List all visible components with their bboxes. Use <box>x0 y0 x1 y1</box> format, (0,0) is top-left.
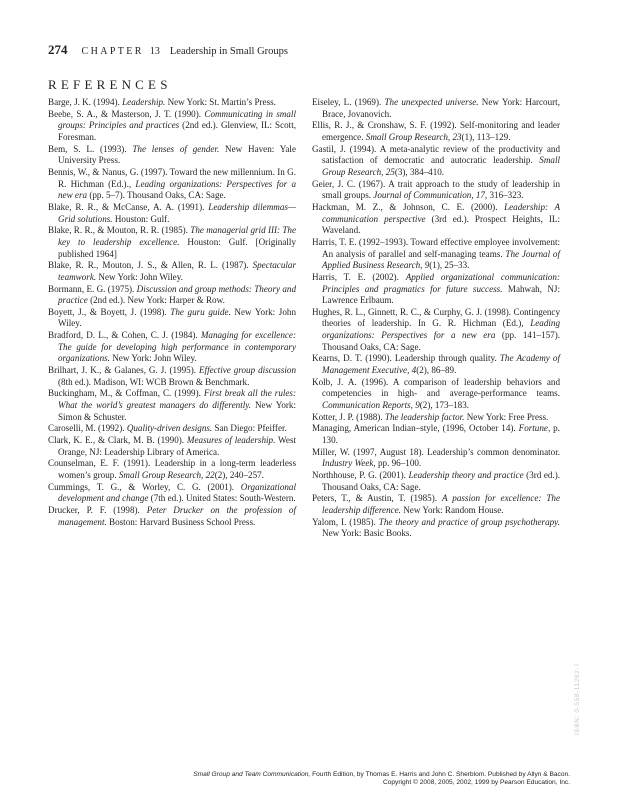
reference-entry <box>312 493 560 516</box>
reference-text: (1), 25–33. <box>429 260 470 271</box>
references-heading: REFERENCES <box>48 77 172 92</box>
reference-entry <box>48 435 296 458</box>
reference-title: The managerial grid III: The key to leadership excellence. <box>58 225 297 247</box>
reference-text: (7th ed.). United States: South-Western. <box>148 493 296 504</box>
footer-book-title: Small Group and Team Communication, <box>193 771 311 778</box>
reference-text: New York: Free Press. <box>464 411 549 422</box>
reference-entry <box>312 470 560 493</box>
reference-entry <box>48 307 296 330</box>
reference-text: Blake, R. R., & Mouton, R. R. (1985). <box>48 225 191 236</box>
reference-text: New York: Simon & Schuster. <box>58 400 297 422</box>
reference-title: Leading organizations: Perspectives for a new era <box>322 318 560 341</box>
reference-text: New York: John Wiley. <box>96 271 183 282</box>
reference-text: New York: John Wiley. <box>58 306 296 329</box>
reference-text: Gastil, J. (1994). A meta-analytic review of the productivity and satisfaction of democratic and autocratic leadership. <box>312 143 560 166</box>
reference-title: Peter Drucker on the profession of management. <box>58 504 296 527</box>
reference-title: First break all the rules: What the world’s greatest managers do differently. <box>58 388 296 411</box>
reference-text: Bem, S. L. (1993). <box>48 143 133 154</box>
reference-text: Ellis, R. J., & Cronshaw, S. F. (1992). Self-monitoring and leader emergence. <box>312 120 560 142</box>
reference-entry <box>48 423 296 435</box>
reference-entry <box>312 353 560 376</box>
reference-text: Geier, J. C. (1967). A trait approach to the study of leadership in small groups. <box>312 178 560 201</box>
reference-title: Organizational development and change <box>58 481 296 504</box>
reference-entry <box>48 505 296 528</box>
copyright-footer <box>193 771 570 788</box>
reference-text: Drucker, P. F. (1998). <box>48 504 147 515</box>
references-column-right <box>312 97 560 540</box>
reference-title: The leadership factor. <box>384 411 465 422</box>
reference-title: Small Group Research, 25 <box>322 155 560 177</box>
reference-text: Yalom, I. (1985). <box>312 516 379 527</box>
reference-entry <box>48 458 296 481</box>
reference-text: Bradford, D. L., & Cohen, C. J. (1984). <box>48 330 201 341</box>
reference-text: Brilhart, J. K., & Galanes, G. J. (1995). <box>48 365 199 376</box>
reference-text: Clark, K. E., & Clark, M. B. (1990). <box>48 435 187 446</box>
reference-text: New Haven: Yale University Press. <box>58 143 296 166</box>
chapter-label: CHAPTER <box>81 46 144 57</box>
reference-text: (8th ed.). Madison, WI: WCB Brown & Benchmark. <box>58 376 250 387</box>
reference-text: Kotter, J. P. (1988). <box>312 411 385 422</box>
reference-text: (2), 86–89. <box>416 365 457 376</box>
reference-title: Small Group Research, 23 <box>365 131 462 142</box>
reference-text: pp. 96–100. <box>375 458 422 469</box>
reference-text: Peters, T., & Austin, T. (1985). <box>312 493 442 504</box>
reference-text: Barge, J. K. (1994). <box>48 97 123 107</box>
reference-text: Houston: Gulf. <box>112 213 170 224</box>
reference-text: Bennis, W., & Nanus, G. (1997). Toward the new millennium. In G. R. Hichman (Ed.)., <box>48 166 296 189</box>
reference-title: Leadership dilemmas—Grid solutions. <box>58 201 296 224</box>
reference-text: (3rd ed.). Prospect Heights, IL: Waveland. <box>322 213 560 236</box>
reference-text: Boyett, J., & Boyett, J. (1998). <box>48 306 171 317</box>
reference-title: Quality-driven designs. <box>126 423 213 434</box>
reference-text: (3rd ed.). Thousand Oaks, CA: Sage. <box>322 470 560 492</box>
reference-text: (2nd ed.). Glenview, IL: Scott, Foresman. <box>58 120 296 142</box>
reference-entry <box>48 365 296 388</box>
reference-text: 316–323. <box>487 190 524 201</box>
reference-entry <box>48 97 296 109</box>
reference-title: Applied organizational communication: Principles and pragmatics for future success. <box>322 271 560 294</box>
reference-entry <box>312 97 560 120</box>
reference-text: Kolb, J. A. (1996). A comparison of leadership behaviors and competencies in high- and average-performance teams. <box>312 376 560 399</box>
reference-title: The theory and practice of group psychotherapy. <box>378 516 560 527</box>
reference-title: A passion for excellence: The leadership difference. <box>322 493 560 515</box>
reference-title: The lenses of gender. <box>132 143 220 154</box>
reference-title: The Journal of Applied Business Research, 9 <box>322 248 560 271</box>
footer-line-2: Copyright © 2008, 2005, 2002, 1999 by Pearson Education, Inc. <box>382 779 570 787</box>
reference-title: Leadership theory and practice <box>408 470 524 480</box>
reference-text: Eiseley, L. (1969). <box>312 97 385 107</box>
reference-title: Leadership: A communication perspective <box>322 201 560 224</box>
reference-title: Communication Reports, 9 <box>322 400 420 411</box>
reference-title: Discussion and group methods: Theory and practice <box>58 283 296 306</box>
reference-text: Bormann, E. G. (1975). <box>48 283 137 294</box>
reference-entry <box>48 167 296 202</box>
reference-text: (2), 173–183. <box>419 400 470 411</box>
reference-entry <box>48 260 296 283</box>
reference-text: Beebe, S. A., & Masterson, J. T. (1990). <box>48 108 205 119</box>
reference-entry <box>312 120 560 143</box>
reference-text: New York: Harcourt, Brace, Jovanovich. <box>322 97 560 119</box>
reference-text: Buckingham, M., & Coffman, C. (1999). <box>48 388 204 399</box>
reference-entry <box>312 412 560 424</box>
reference-text: Mahwah, NJ: Lawrence Erlbaum. <box>322 283 560 306</box>
reference-entry <box>312 377 560 412</box>
reference-text: Harris, T. E. (1992–1993). Toward effective employee involvement: An analysis of parallel and self-managing teams. <box>312 236 560 259</box>
reference-text: New York: Basic Books. <box>322 528 412 539</box>
footer-publication-info: Fourth Edition, by Thomas E. Harris and John C. Sherblom. Published by Allyn & Bacon. <box>310 771 570 778</box>
reference-text: West Orange, NJ: Leadership Library of America. <box>58 435 297 457</box>
reference-text: Kearns, D. T. (1990). Leadership through quality. <box>312 353 500 364</box>
reference-title: Communicating in small groups: Principles and practices <box>58 108 296 131</box>
reference-text: New York: John Wiley. <box>109 353 197 364</box>
reference-entry <box>48 330 296 365</box>
reference-text: Harris, T. E. (2002). <box>312 271 406 282</box>
reference-entry <box>312 237 560 272</box>
reference-title: Small Group Research, 22 <box>118 470 215 480</box>
reference-text: Hughes, R. L., Ginnett, R. C., & Curphy, G. J. (1998). Contingency theories of leadership. In G. R. Hichman (Ed.), <box>312 306 560 329</box>
reference-title: Spectacular teamwork. <box>58 260 296 282</box>
reference-entry <box>312 202 560 237</box>
reference-text: (pp. 141–157). Thousand Oaks, CA: Sage. <box>322 330 561 352</box>
reference-title: The guru guide. <box>170 306 231 317</box>
page-number: 274 <box>48 42 68 57</box>
reference-entry <box>312 179 560 202</box>
reference-text: Blake, R. R., Mouton, J. S., & Allen, R. L. (1987). <box>48 260 253 271</box>
reference-text: (1), 113–129. <box>461 131 511 142</box>
reference-title: Industry Week, <box>322 458 376 469</box>
reference-title: Leading organizations: Perspectives for a new era <box>58 178 296 201</box>
reference-text: (3), 384–410. <box>394 166 445 177</box>
reference-title: Effective group discussion <box>198 365 296 376</box>
references-column-left <box>48 97 296 528</box>
reference-entry <box>312 272 560 307</box>
chapter-number: 13 <box>149 46 160 57</box>
reference-entry <box>48 109 296 144</box>
reference-entry <box>48 388 296 423</box>
reference-text: New York: St. Martin’s Press. <box>165 97 276 107</box>
reference-text: (2), 240–257. <box>214 470 264 480</box>
reference-entry <box>312 517 560 540</box>
reference-text: (2nd ed.). New York: Harper & Row. <box>87 295 225 306</box>
reference-entry <box>48 225 296 260</box>
reference-entry <box>312 307 560 354</box>
reference-text: New York: Random House. <box>400 504 504 515</box>
reference-title: Measures of leadership. <box>186 435 276 446</box>
running-header <box>48 42 288 58</box>
reference-text: Managing, American Indian–style, (1996, October 14). <box>312 423 519 434</box>
reference-text: p. 130. <box>322 423 560 446</box>
reference-title: The Academy of Management Executive, 4 <box>322 353 560 376</box>
isbn-watermark: ISBN: 0-558-11282-7 <box>574 662 581 735</box>
reference-text: Blake, R. R., & McCanse, A. A. (1991). <box>48 201 209 212</box>
reference-title: The unexpected universe. <box>384 97 479 107</box>
reference-text: Miller, W. (1997, August 18). Leadership’s common denominator. <box>312 446 560 457</box>
reference-entry <box>48 284 296 307</box>
reference-text: Cummings, T. G., & Worley, C. G. (2001). <box>48 481 241 492</box>
reference-entry <box>312 423 560 446</box>
reference-title: Fortune, <box>518 423 551 434</box>
reference-entry <box>312 144 560 179</box>
reference-entry <box>48 144 296 167</box>
reference-text: San Diego: Pfeiffer. <box>212 423 287 434</box>
chapter-title: Leadership in Small Groups <box>169 46 288 57</box>
reference-title: Leadership. <box>122 97 166 107</box>
reference-title: Journal of Communication, 17, <box>373 190 488 201</box>
reference-text: Counselman, E. F. (1991). Leadership in a long-term leaderless women’s group. <box>48 458 296 480</box>
reference-text: (pp. 5–7). Thousand Oaks, CA: Sage. <box>87 190 226 201</box>
reference-entry <box>48 202 296 225</box>
reference-entry <box>48 482 296 505</box>
reference-entry <box>312 447 560 470</box>
reference-text: Houston: Gulf. [Originally published 1964] <box>58 236 296 259</box>
reference-title: Managing for excellence: The guide for developing high performance in contemporary organizations. <box>58 330 296 364</box>
reference-text: Northhouse, P. G. (2001). <box>312 470 409 480</box>
reference-text: Boston: Harvard Business School Press. <box>106 516 256 527</box>
reference-text: Caroselli, M. (1992). <box>48 423 127 434</box>
reference-text: Hackman, M. Z., & Johnson, C. E. (2000). <box>312 201 505 212</box>
